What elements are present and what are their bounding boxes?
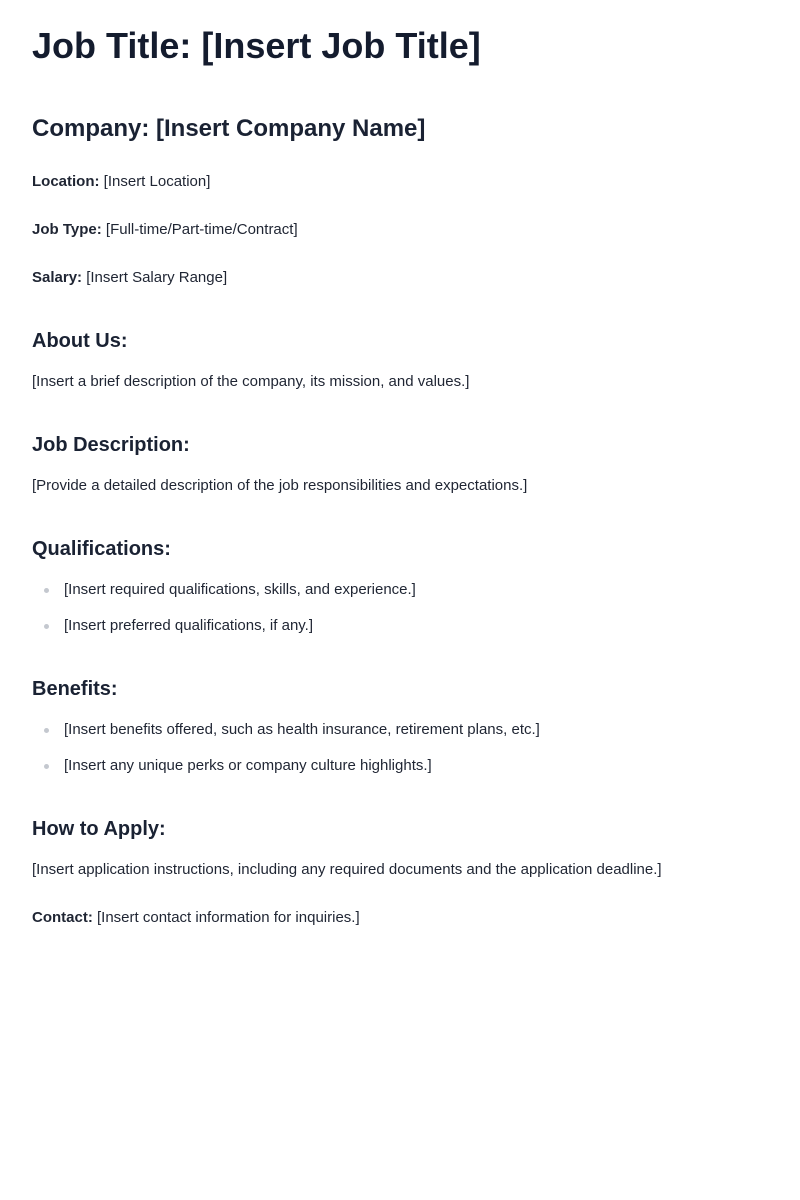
salary-label: Salary: (32, 269, 83, 286)
contact-value: [Insert contact information for inquiries.] (97, 909, 360, 926)
location-label: Location: (32, 173, 100, 190)
about-text: [Insert a brief description of the company, its mission, and values.] (32, 373, 470, 390)
job-description-text: [Provide a detailed description of the job responsibilities and expectations.] (32, 477, 528, 494)
list-item (32, 755, 540, 791)
benefits-list (32, 719, 540, 791)
location-value: [Insert Location] (103, 173, 211, 190)
salary-line (32, 267, 227, 289)
bullet-icon (44, 588, 49, 593)
job-type-label: Job Type: (32, 221, 102, 238)
bullet-icon (44, 728, 49, 733)
list-item (32, 719, 540, 755)
list-item (32, 579, 416, 615)
list-item-text: [Insert any unique perks or company culture highlights.] (64, 757, 432, 774)
list-item-text: [Insert preferred qualifications, if any.] (64, 617, 314, 634)
job-description-heading: Job Description: (32, 434, 190, 456)
list-item (32, 615, 416, 651)
location-line (32, 171, 210, 193)
qualifications-heading: Qualifications: (32, 538, 171, 560)
contact-label: Contact: (32, 909, 93, 926)
contact-line (32, 907, 360, 929)
qualifications-list (32, 579, 416, 651)
salary-value: [Insert Salary Range] (86, 269, 228, 286)
company-heading: Company: [Insert Company Name] (32, 115, 426, 142)
how-to-apply-heading: How to Apply: (32, 818, 166, 840)
bullet-icon (44, 624, 49, 629)
about-heading: About Us: (32, 330, 128, 352)
job-type-value: [Full-time/Part-time/Contract] (105, 221, 298, 238)
how-to-apply-text: [Insert application instructions, including any required documents and the application deadline.] (32, 861, 662, 878)
job-type-line (32, 219, 298, 241)
benefits-heading: Benefits: (32, 678, 118, 700)
list-item-text: [Insert benefits offered, such as health insurance, retirement plans, etc.] (64, 721, 540, 738)
page-title: Job Title: [Insert Job Title] (32, 25, 481, 66)
list-item-text: [Insert required qualifications, skills, and experience.] (64, 581, 416, 598)
bullet-icon (44, 764, 49, 769)
